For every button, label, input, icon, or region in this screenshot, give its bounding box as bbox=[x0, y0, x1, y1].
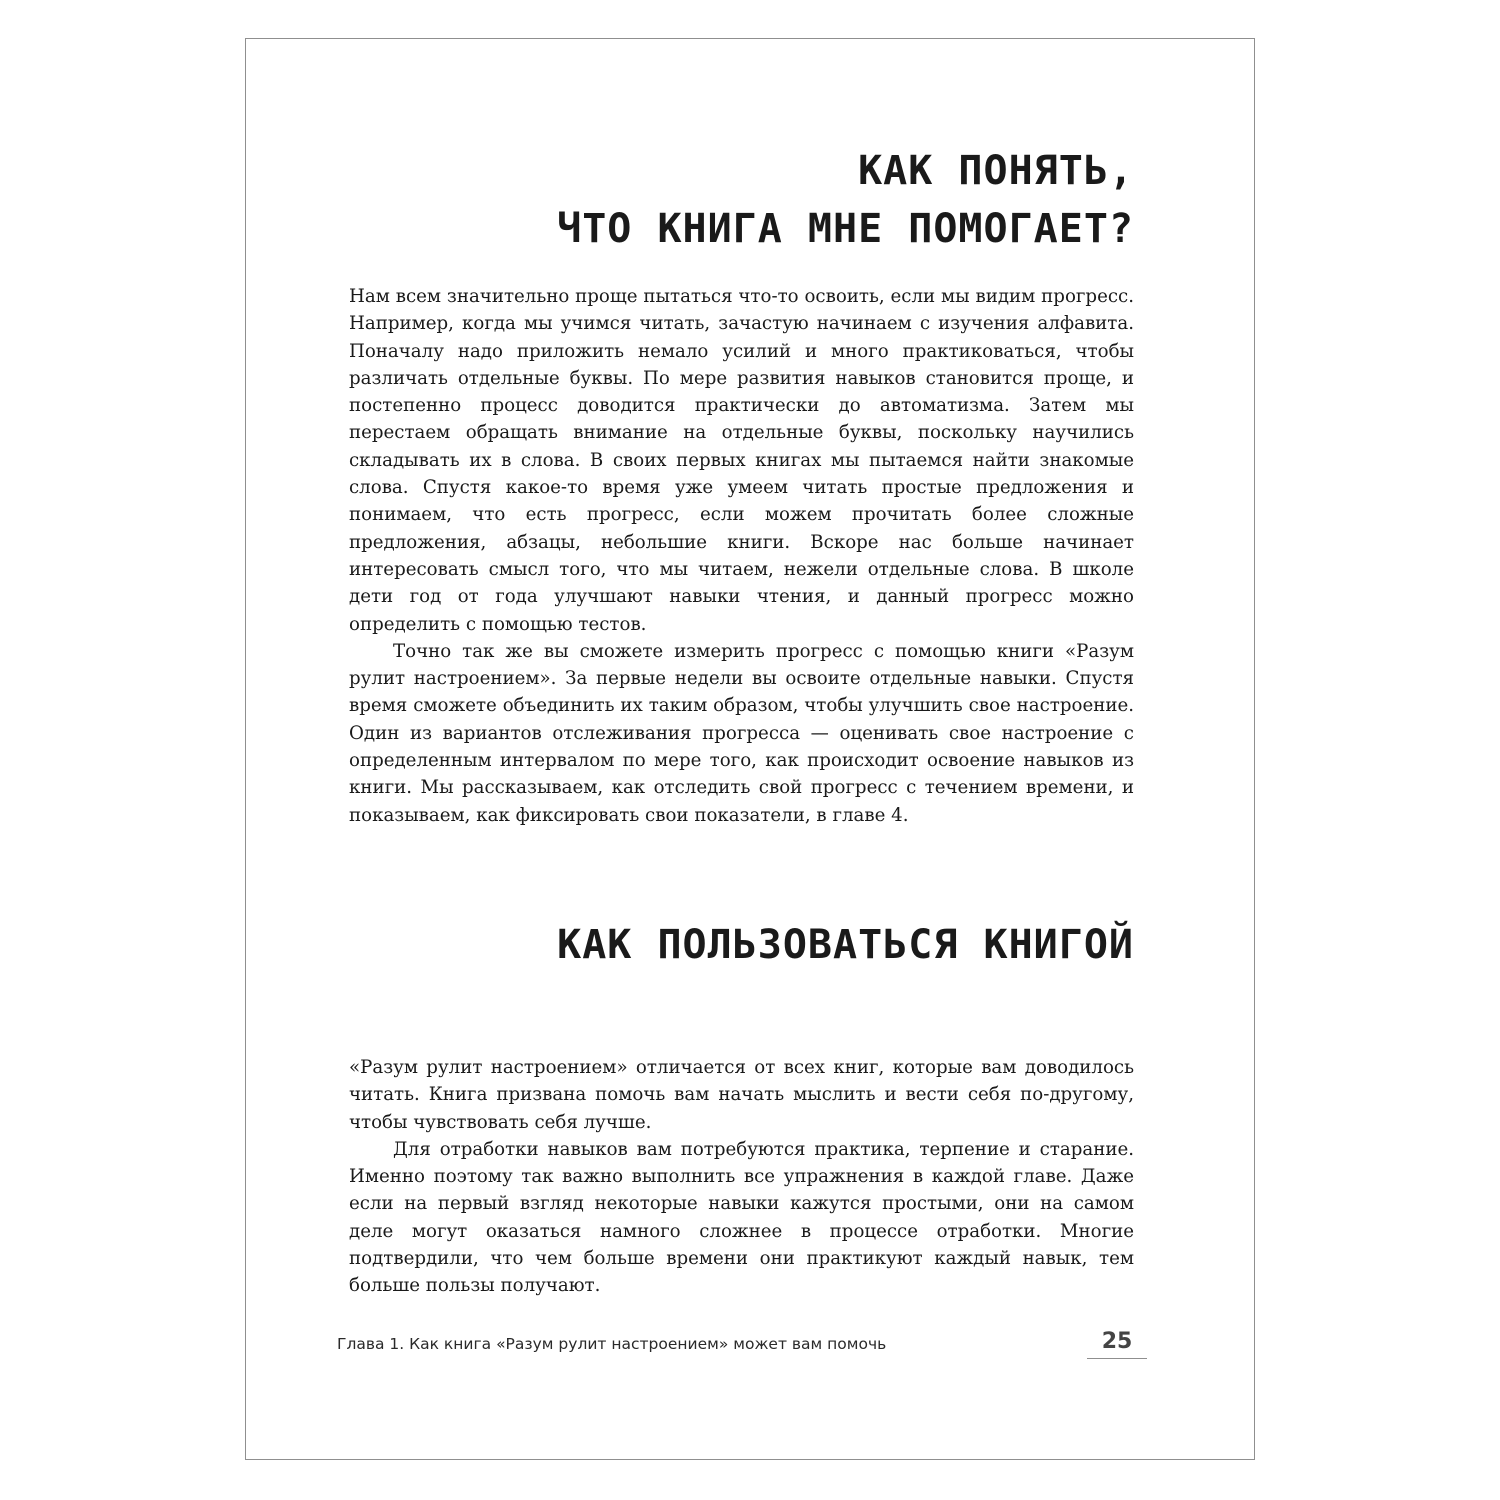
paragraph: Точно так же вы сможете измерить прогресс с помощью книги «Разум рулит настроением». За первые недели вы освоите отдельные навыки. Спустя время сможете объединить их таким образом, чтобы улучшить свое настроение. Один из вариантов отслеживания прогресса — оценивать свое настроение с определенным интервалом по мере того, как происходит освоение навыков из книги. Мы рассказываем, как отследить свой прогресс с течением времени, и показываем, как фиксировать свои показатели, в главе 4. bbox=[349, 640, 1134, 826]
heading-line-1: КАК ПОНЯТЬ, bbox=[858, 148, 1134, 194]
heading-line-2: ЧТО КНИГА МНЕ ПОМОГАЕТ? bbox=[557, 206, 1134, 252]
page-footer bbox=[337, 1329, 1147, 1369]
paragraph: «Разум рулит настроением» отличается от всех книг, которые вам доводилось читать. Книга призвана помочь вам начать мыслить и вести себя по-другому, чтобы чувствовать себя лучше. bbox=[349, 1057, 1134, 1133]
section-heading-how-to-use: КАК ПОЛЬЗОВАТЬСЯ КНИГОЙ bbox=[557, 922, 1134, 968]
book-page bbox=[245, 38, 1255, 1460]
paragraph: Нам всем значительно проще пытаться что-то освоить, если мы видим прогресс. Например, когда мы учимся читать, зачастую начинаем с изучения алфавита. Поначалу надо приложить немало усилий и много практиковаться, чтобы различать отдельные буквы. По мере развития навыков становится проще, и постепенно процесс доводится практически до автоматизма. Затем мы перестаем обращать внимание на отдельные буквы, поскольку научились складывать их в слова. В своих первых книгах мы пытаемся найти знакомые слова. Спустя какое-то время уже умеем читать простые предложения и понимаем, что есть прогресс, если можем прочитать более сложные предложения, абзацы, небольшие книги. Вскоре нас больше начинает интересовать смысл того, что мы читаем, нежели отдельные слова. В школе дети год от года улучшают навыки чтения, и данный прогресс можно определить с помощью тестов. bbox=[349, 286, 1134, 635]
section-heading-progress bbox=[349, 142, 1134, 258]
section-how-to-use-body bbox=[349, 1054, 1134, 1300]
running-title: Глава 1. Как книга «Разум рулит настроением» может вам помочь bbox=[337, 1335, 887, 1353]
page-number: 25 bbox=[1087, 1329, 1147, 1359]
section-progress-body bbox=[349, 283, 1134, 829]
paragraph: Для отработки навыков вам потребуются практика, терпение и старание. Именно поэтому так важно выполнить все упражнения в каждой главе. Даже если на первый взгляд некоторые навыки кажутся простыми, они на самом деле могут оказаться намного сложнее в процессе отработки. Многие подтвердили, что чем больше времени они практикуют каждый навык, тем больше пользы получают. bbox=[349, 1138, 1134, 1297]
